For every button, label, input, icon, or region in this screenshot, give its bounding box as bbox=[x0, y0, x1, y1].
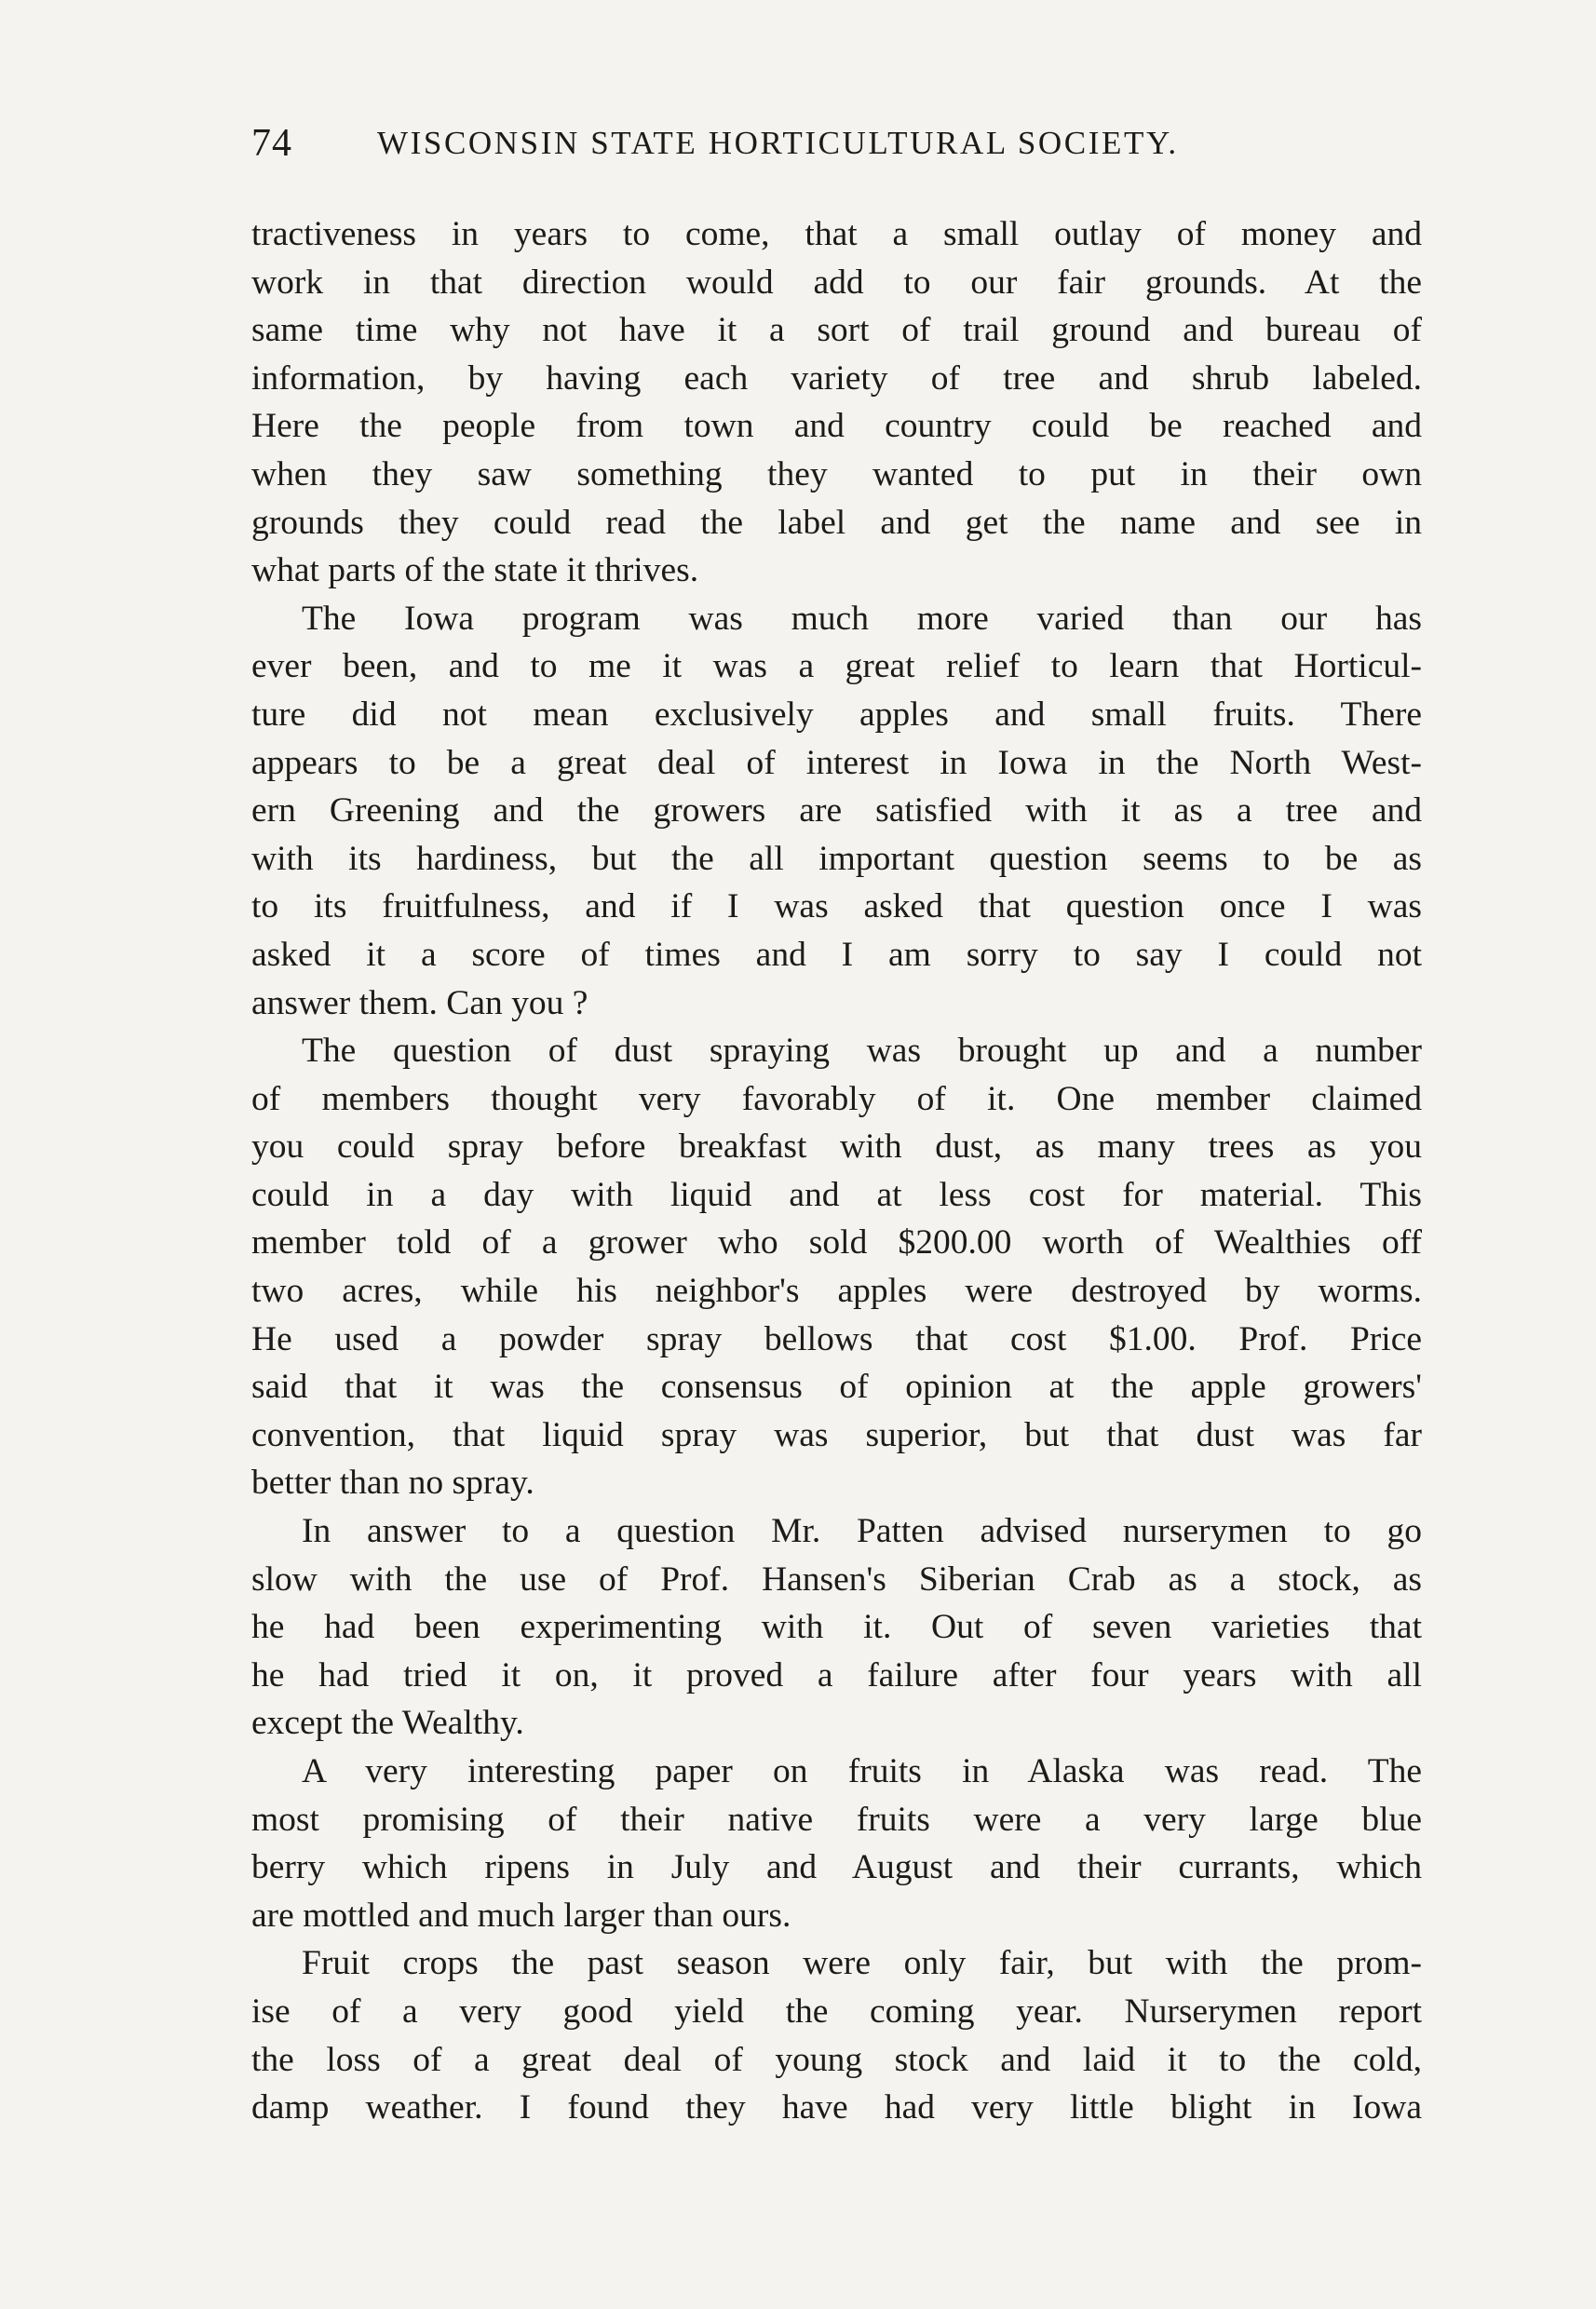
text-line: convention, that liquid spray was superior, but that dust was far bbox=[251, 1415, 1422, 1454]
text-line: In answer to a question Mr. Patten advised nurserymen to go bbox=[302, 1512, 1422, 1551]
text-line: appears to be a great deal of interest in Iowa in the North West- bbox=[251, 743, 1422, 782]
text-line: work in that direction would add to our fair grounds. At the bbox=[251, 263, 1422, 302]
text-line: ern Greening and the growers are satisfied with it as a tree and bbox=[251, 791, 1422, 830]
text-line: what parts of the state it thrives. bbox=[251, 551, 699, 590]
text-line: ever been, and to me it was a great relief to learn that Horticul- bbox=[251, 647, 1422, 686]
text-line: slow with the use of Prof. Hansen's Siberian Crab as a stock, as bbox=[251, 1560, 1422, 1599]
text-line: could in a day with liquid and at less cost for material. This bbox=[251, 1175, 1422, 1214]
text-line: ise of a very good yield the coming year. Nurserymen report bbox=[251, 1992, 1422, 2031]
text-line: ture did not mean exclusively apples and small fruits. There bbox=[251, 695, 1422, 734]
text-line: same time why not have it a sort of trail ground and bureau of bbox=[251, 311, 1422, 350]
text-line: said that it was the consensus of opinion at the apple growers' bbox=[251, 1368, 1422, 1407]
text-line: The question of dust spraying was brought up and a number bbox=[302, 1032, 1422, 1071]
text-line: answer them. Can you ? bbox=[251, 983, 588, 1022]
paragraph bbox=[251, 1939, 1422, 2131]
body-text bbox=[251, 210, 1422, 2132]
text-line: better than no spray. bbox=[251, 1464, 534, 1503]
text-line: The Iowa program was much more varied than our has bbox=[302, 599, 1422, 638]
text-line: damp weather. I found they have had very little blight in Iowa bbox=[251, 2088, 1422, 2127]
running-head bbox=[251, 121, 1290, 177]
paragraph bbox=[251, 210, 1422, 595]
text-line: are mottled and much larger than ours. bbox=[251, 1896, 791, 1935]
text-line: berry which ripens in July and August and their currants, which bbox=[251, 1848, 1422, 1887]
text-line: information, by having each variety of tree and shrub labeled. bbox=[251, 358, 1422, 398]
text-line: he had tried it on, it proved a failure after four years with all bbox=[251, 1655, 1422, 1695]
text-line: except the Wealthy. bbox=[251, 1704, 524, 1743]
text-line: A very interesting paper on fruits in Alaska was read. The bbox=[302, 1752, 1422, 1790]
text-line: asked it a score of times and I am sorry to say I could not bbox=[251, 935, 1422, 974]
running-head-title: WISCONSIN STATE HORTICULTURAL SOCIETY. bbox=[377, 125, 1179, 161]
text-line: most promising of their native fruits were a very large blue bbox=[251, 1800, 1422, 1839]
text-line: of members thought very favorably of it. One member claimed bbox=[251, 1079, 1422, 1118]
paragraph bbox=[251, 1748, 1422, 1939]
text-line: the loss of a great deal of young stock and laid it to the cold, bbox=[251, 2040, 1422, 2079]
text-line: you could spray before breakfast with dust, as many trees as you bbox=[251, 1127, 1422, 1167]
text-line: he had been experimenting with it. Out of seven varieties that bbox=[251, 1608, 1422, 1647]
text-line: to its fruitfulness, and if I was asked that question once I was bbox=[251, 887, 1422, 926]
text-line: He used a powder spray bellows that cost $1.00. Prof. Price bbox=[251, 1319, 1422, 1358]
page-number: 74 bbox=[251, 122, 292, 165]
paragraph bbox=[251, 1027, 1422, 1507]
text-line: Fruit crops the past season were only fair, but with the prom- bbox=[302, 1944, 1422, 1983]
text-line: two acres, while his neighbor's apples were destroyed by worms. bbox=[251, 1272, 1422, 1311]
text-line: grounds they could read the label and get the name and see in bbox=[251, 503, 1422, 542]
text-line: with its hardiness, but the all important question seems to be as bbox=[251, 839, 1422, 878]
paragraph bbox=[251, 595, 1422, 1027]
text-line: Here the people from town and country could be reached and bbox=[251, 407, 1422, 446]
text-line: when they saw something they wanted to put in their own bbox=[251, 454, 1422, 493]
text-line: member told of a grower who sold $200.00 worth of Wealthies off bbox=[251, 1223, 1422, 1263]
text-line: tractiveness in years to come, that a small outlay of money and bbox=[251, 215, 1422, 253]
paragraph bbox=[251, 1507, 1422, 1748]
